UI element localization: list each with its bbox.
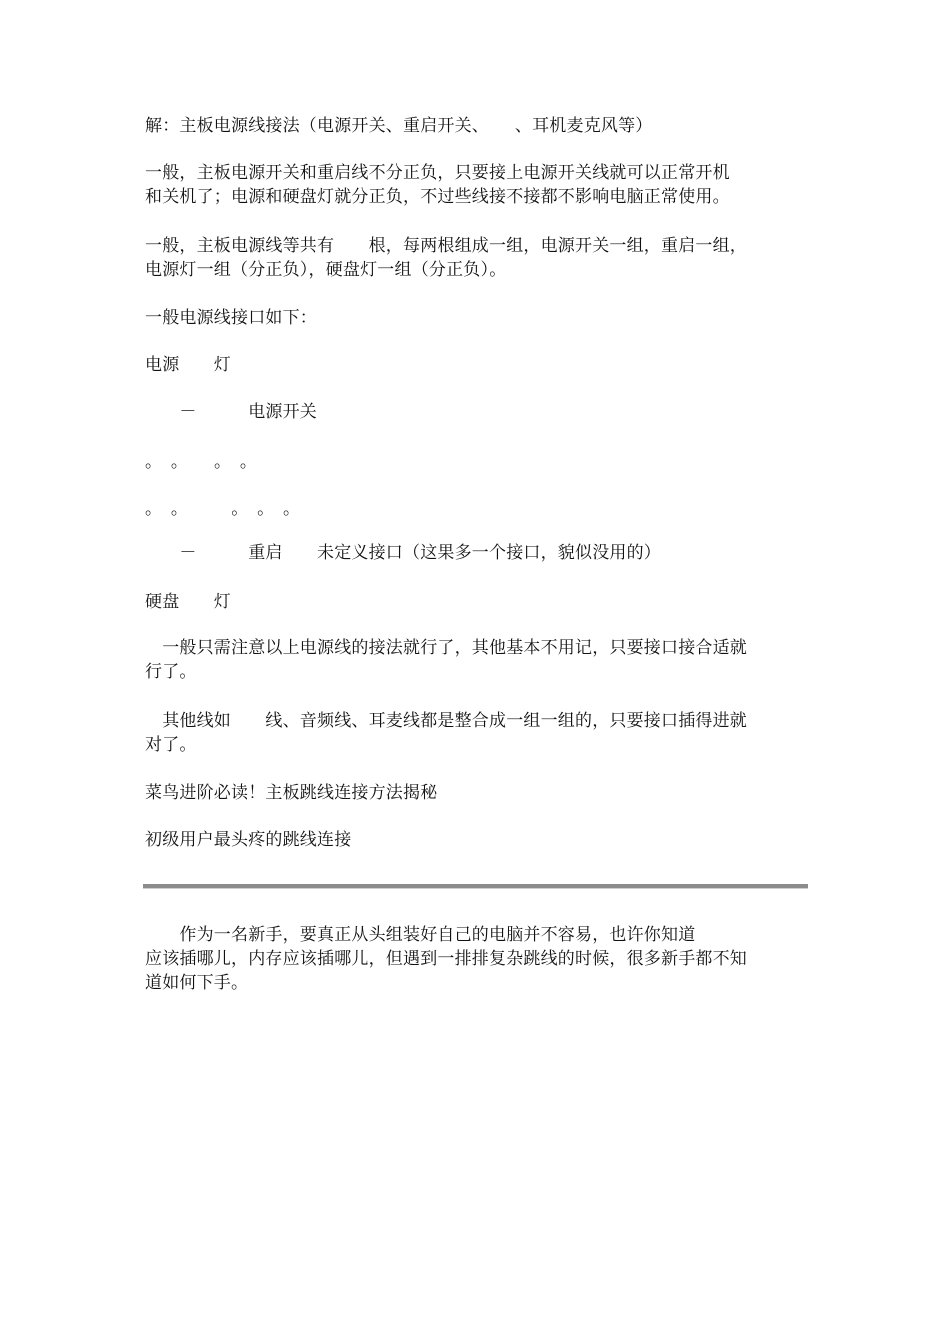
connector-intro: 一般电源线接口如下：: [145, 308, 317, 328]
power-switch-label: － 电源开关: [145, 402, 317, 422]
pin-row-1: 。 。 。 。: [145, 452, 258, 472]
paragraph-4-line-1: 其他线如 线、音频线、耳麦线都是整合成一组一组的，只要接口插得进就: [145, 711, 747, 731]
power-led-label: 电源 灯: [145, 355, 231, 375]
paragraph-5-line-1: 作为一名新手，要真正从头组装好自己的电脑并不容易，也许你知道: [145, 925, 696, 945]
reset-label: － 重启 未定义接口（这果多一个接口，貌似没用的）: [145, 543, 661, 563]
article-title: 菜鸟进阶必读！主板跳线连接方法揭秘: [145, 783, 438, 803]
horizontal-divider: [143, 884, 808, 889]
intro-heading: 解：主板电源线接法（电源开关、重启开关、 、耳机麦克风等）: [145, 116, 653, 136]
paragraph-3-line-1: 一般只需注意以上电源线的接法就行了，其他基本不用记，只要接口接合适就: [145, 638, 747, 658]
paragraph-1-line-1: 一般，主板电源开关和重启线不分正负，只要接上电源开关线就可以正常开机: [145, 163, 730, 183]
paragraph-5-line-3: 道如何下手。: [145, 973, 249, 993]
paragraph-4-line-2: 对了。: [145, 735, 197, 755]
pin-row-2: 。 。 。 。 。: [145, 499, 301, 519]
paragraph-5-line-2: 应该插哪儿，内存应该插哪儿，但遇到一排排复杂跳线的时候，很多新手都不知: [145, 949, 747, 969]
article-subtitle: 初级用户最头疼的跳线连接: [145, 830, 352, 850]
paragraph-1-line-2: 和关机了；电源和硬盘灯就分正负，不过些线接不接都不影响电脑正常使用。: [145, 187, 730, 207]
paragraph-2-line-1: 一般，主板电源线等共有 根，每两根组成一组，电源开关一组，重启一组，: [145, 236, 747, 256]
paragraph-3-line-2: 行了。: [145, 662, 197, 682]
hdd-led-label: 硬盘 灯: [145, 592, 231, 612]
paragraph-2-line-2: 电源灯一组（分正负），硬盘灯一组（分正负）。: [145, 260, 507, 280]
